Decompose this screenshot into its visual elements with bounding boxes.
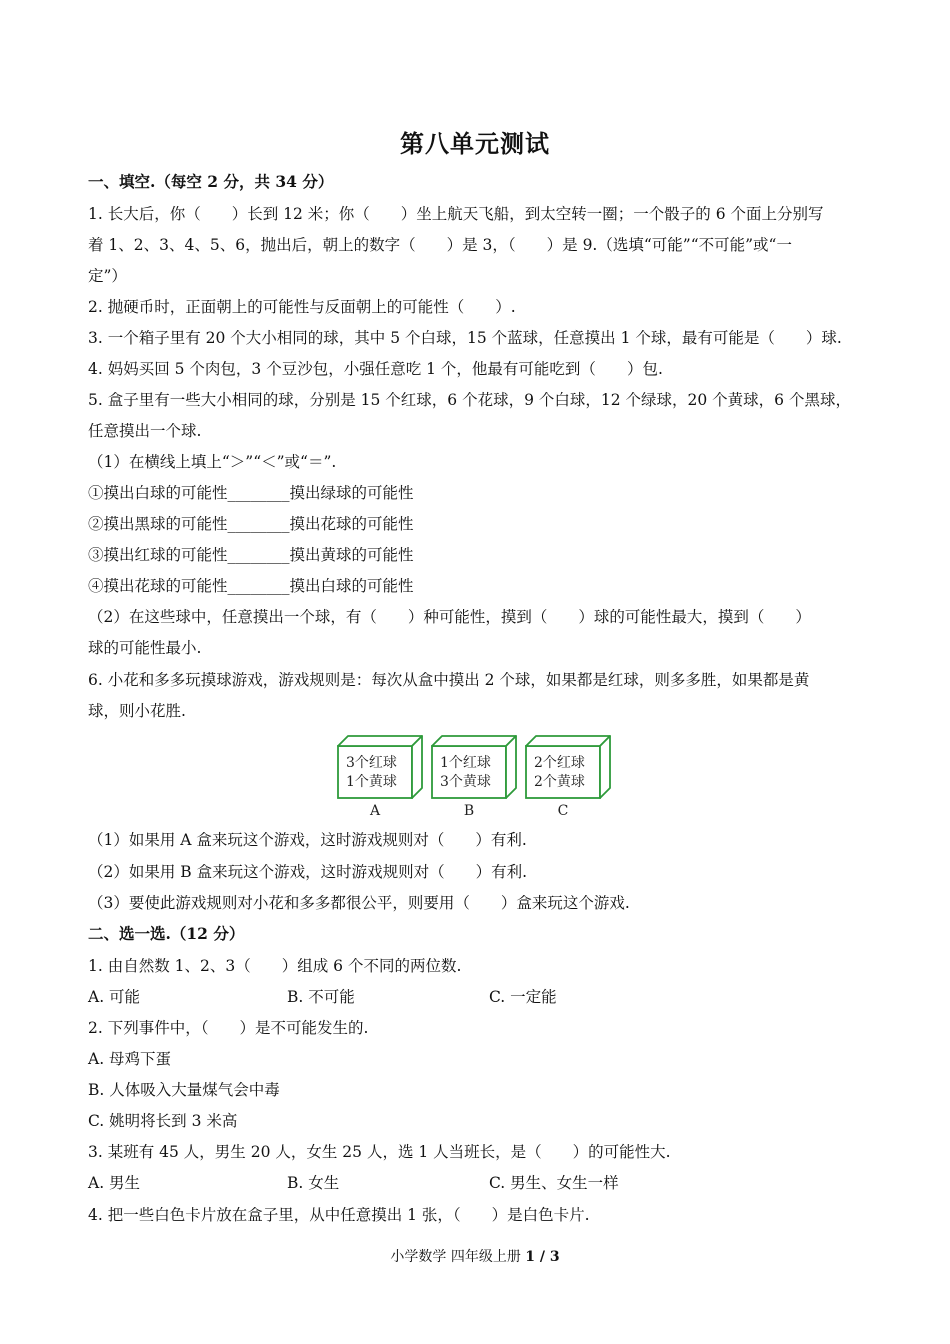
- q4: 4. 妈妈买回 5 个肉包，3 个豆沙包，小强任意吃 1 个，他最有可能吃到（ ）包.: [88, 360, 663, 378]
- s2-q2-option-c: C. 姚明将长到 3 米高: [88, 1112, 238, 1130]
- box-top-face: [526, 736, 610, 746]
- q3: 3. 一个箱子里有 20 个大小相同的球，其中 5 个白球，15 个蓝球，任意摸出 1 个球，最有可能是（ ）球.: [88, 329, 842, 347]
- box-text-line1: 2个红球: [534, 755, 585, 771]
- box-side-face: [506, 736, 516, 798]
- s2-q2-option-a: A. 母鸡下蛋: [88, 1050, 172, 1068]
- s2-q1-option-c: C. 一定能: [489, 988, 557, 1006]
- box-text-line2: 3个黄球: [440, 774, 491, 790]
- s2-q3: 3. 某班有 45 人，男生 20 人，女生 25 人，选 1 人当班长，是（ ）的可能性大.: [88, 1143, 671, 1161]
- box-top-face: [338, 736, 422, 746]
- q1-line2: 着 1、2、3、4、5、6，抛出后，朝上的数字（ ）是 3，（ ）是 9.（选填“可能”“不可能”或“一: [88, 236, 792, 254]
- q5-item-b: ②摸出黑球的可能性________摸出花球的可能性: [88, 515, 414, 533]
- q5-item-d: ④摸出花球的可能性________摸出白球的可能性: [88, 577, 414, 595]
- q6-line1: 6. 小花和多多玩摸球游戏，游戏规则是：每次从盒中摸出 2 个球，如果都是红球，则多多胜，如果都是黄: [88, 671, 810, 689]
- box-label: A: [369, 803, 381, 819]
- section1-heading: 一、填空.（每空 2 分，共 34 分）: [88, 172, 334, 191]
- q5-line2: 任意摸出一个球.: [88, 422, 202, 440]
- ball-box-b: [432, 736, 516, 819]
- s2-q1-option-b: B. 不可能: [287, 988, 355, 1006]
- s2-q3-option-c: C. 男生、女生一样: [489, 1174, 619, 1192]
- box-side-face: [600, 736, 610, 798]
- ball-box-a: [338, 736, 422, 819]
- s2-q1: 1. 由自然数 1、2、3（ ）组成 6 个不同的两位数.: [88, 957, 462, 975]
- ball-boxes-figure: [334, 732, 619, 820]
- s2-q2-option-b: B. 人体吸入大量煤气会中毒: [88, 1081, 280, 1099]
- q5-sub2-line2: 球的可能性最小.: [88, 639, 202, 657]
- q5-sub2-line1: （2）在这些球中，任意摸出一个球，有（ ）种可能性，摸到（ ）球的可能性最大，摸到（ ）: [88, 608, 811, 626]
- box-front-face: [432, 746, 506, 798]
- q6-sub1: （1）如果用 A 盒来玩这个游戏，这时游戏规则对（ ）有利.: [88, 831, 527, 849]
- ball-box-c: [526, 736, 610, 819]
- q6-sub2: （2）如果用 B 盒来玩这个游戏，这时游戏规则对（ ）有利.: [88, 863, 528, 881]
- box-text-line2: 2个黄球: [534, 774, 585, 790]
- section2-heading: 二、选一选.（12 分）: [88, 924, 245, 943]
- box-top-face: [432, 736, 516, 746]
- box-label: B: [463, 803, 475, 819]
- q5-item-c: ③摸出红球的可能性________摸出黄球的可能性: [88, 546, 414, 564]
- q1-line1: 1. 长大后，你（ ）长到 12 米；你（ ）坐上航天飞船，到太空转一圈；一个骰子的 6 个面上分别写: [88, 205, 824, 223]
- q1-line3: 定”）: [88, 267, 127, 285]
- q5-line1: 5. 盒子里有一些大小相同的球，分别是 15 个红球，6 个花球，9 个白球，12 个绿球，20 个黄球，6 个黑球，: [88, 391, 851, 409]
- page-title: 第八单元测试: [400, 129, 550, 158]
- s2-q1-option-a: A. 可能: [88, 988, 141, 1006]
- q5-item-a: ①摸出白球的可能性________摸出绿球的可能性: [88, 484, 414, 502]
- box-side-face: [412, 736, 422, 798]
- s2-q4: 4. 把一些白色卡片放在盒子里，从中任意摸出 1 张，（ ）是白色卡片.: [88, 1206, 590, 1224]
- q6-line2: 球，则小花胜.: [88, 702, 186, 720]
- s2-q2: 2. 下列事件中，（ ）是不可能发生的.: [88, 1019, 369, 1037]
- box-text-line1: 3个红球: [346, 755, 397, 771]
- box-text-line2: 1个黄球: [346, 774, 397, 790]
- page-footer: [0, 1246, 950, 1266]
- q6-sub3: （3）要使此游戏规则对小花和多多都很公平，则要用（ ）盒来玩这个游戏.: [88, 894, 630, 912]
- q2: 2. 抛硬币时，正面朝上的可能性与反面朝上的可能性（ ）.: [88, 298, 516, 316]
- box-front-face: [338, 746, 412, 798]
- s2-q3-option-a: A. 男生: [88, 1174, 141, 1192]
- page-number: 1 / 3: [525, 1249, 560, 1265]
- s2-q3-option-b: B. 女生: [287, 1174, 340, 1192]
- box-front-face: [526, 746, 600, 798]
- box-text-line1: 1个红球: [440, 755, 491, 771]
- q5-sub1: （1）在横线上填上“＞”“＜”或“＝”.: [88, 453, 337, 471]
- footer-text: 小学数学 四年级上册: [390, 1249, 526, 1265]
- box-label: C: [557, 803, 569, 819]
